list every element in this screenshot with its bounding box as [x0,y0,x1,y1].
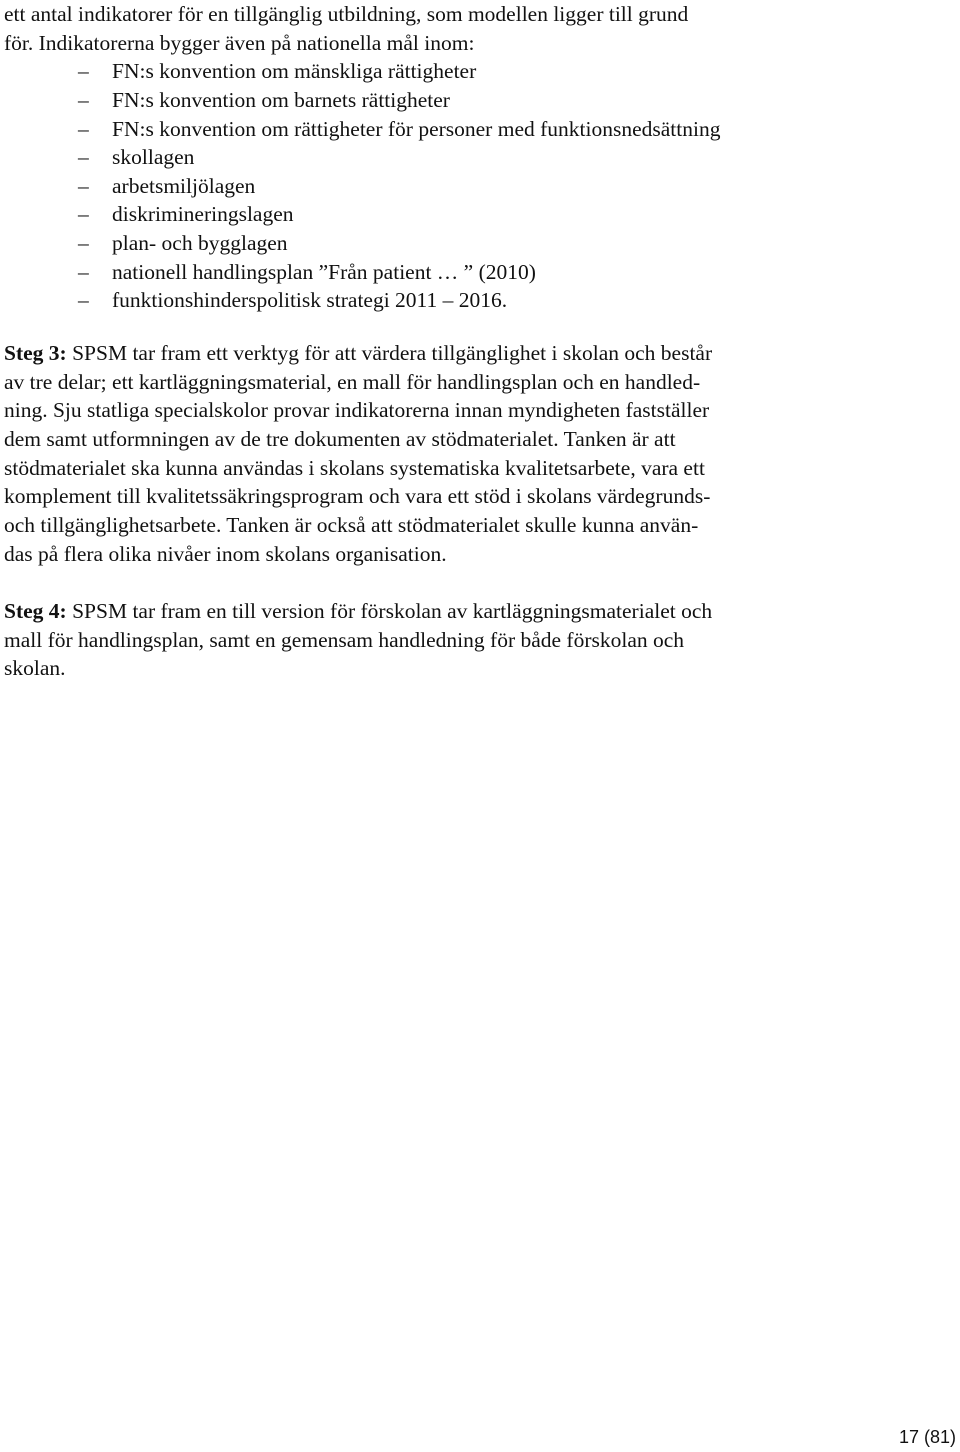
page-number: 17 (81) [898,1427,956,1447]
list-item [4,86,904,115]
list-item [4,57,904,86]
dash-bullet: – [78,87,89,112]
paragraph-line: skolan. [4,656,66,681]
dash-bullet: – [78,259,89,284]
list-item-text: funktionshinderspolitisk strategi 2011 – 2016. [112,288,508,313]
dash-bullet: – [78,59,89,84]
list-item-text: diskrimineringslagen [112,202,294,227]
paragraph-line: av tre delar; ett kartläggningsmaterial, en mall för handlingsplan och en handled- [4,369,701,394]
step-4-paragraph [4,597,904,683]
dash-bullet: – [78,145,89,170]
list-item [4,258,904,287]
paragraph-line-text: SPSM tar fram ett verktyg för att värdera tillgänglighet i skolan och består [66,341,713,365]
paragraph-line: mall för handlingsplan, samt en gemensam handledning för både förskolan och [4,627,685,652]
paragraph-line: komplement till kvalitetssäkringsprogram och vara ett stöd i skolans värdegrunds- [4,484,711,509]
step-3-label: Steg 3: [4,341,67,365]
dash-bullet: – [78,230,89,255]
list-item [4,115,904,144]
paragraph-line [4,597,904,626]
paragraph-line: ning. Sju statliga specialskolor provar indikatorerna innan myndigheten fastställer [4,398,710,423]
dash-bullet: – [78,202,89,227]
list-item-text: plan- och bygglagen [112,230,288,255]
list-item-text: FN:s konvention om rättigheter för personer med funktionsnedsättning [112,116,721,141]
paragraph-line [4,339,904,368]
dash-bullet: – [78,116,89,141]
list-item [4,172,904,201]
list-item [4,200,904,229]
page-content [4,0,904,315]
step-4-label: Steg 4: [4,599,67,623]
list-item [4,143,904,172]
list-item-text: nationell handlingsplan ”Från patient … ” (2010) [112,259,536,284]
dash-bullet: – [78,173,89,198]
goals-list [4,57,904,314]
list-item-text: FN:s konvention om barnets rättigheter [112,87,450,112]
paragraph-line-text: SPSM tar fram en till version för förskolan av kartläggningsmaterialet och [66,599,713,623]
list-item [4,229,904,258]
intro-line: ett antal indikatorer för en tillgänglig utbildning, som modellen ligger till grund [4,2,689,26]
paragraph-line: dem samt utformningen av de tre dokumenten av stödmaterialet. Tanken är att [4,427,676,452]
list-item-text: skollagen [112,145,195,170]
paragraph-line: och tillgänglighetsarbete. Tanken är också att stödmaterialet skulle kunna använ- [4,513,699,538]
intro-line: för. Indikatorerna bygger även på nationella mål inom: [4,30,475,55]
paragraph-line: stödmaterialet ska kunna användas i skolans systematiska kvalitetsarbete, vara ett [4,455,705,480]
paragraph-line: das på flera olika nivåer inom skolans organisation. [4,541,447,566]
step-3-paragraph [4,339,904,569]
list-item-text: arbetsmiljölagen [112,173,256,198]
list-item-text: FN:s konvention om mänskliga rättigheter [112,59,477,84]
dash-bullet: – [78,288,89,313]
list-item [4,286,904,315]
